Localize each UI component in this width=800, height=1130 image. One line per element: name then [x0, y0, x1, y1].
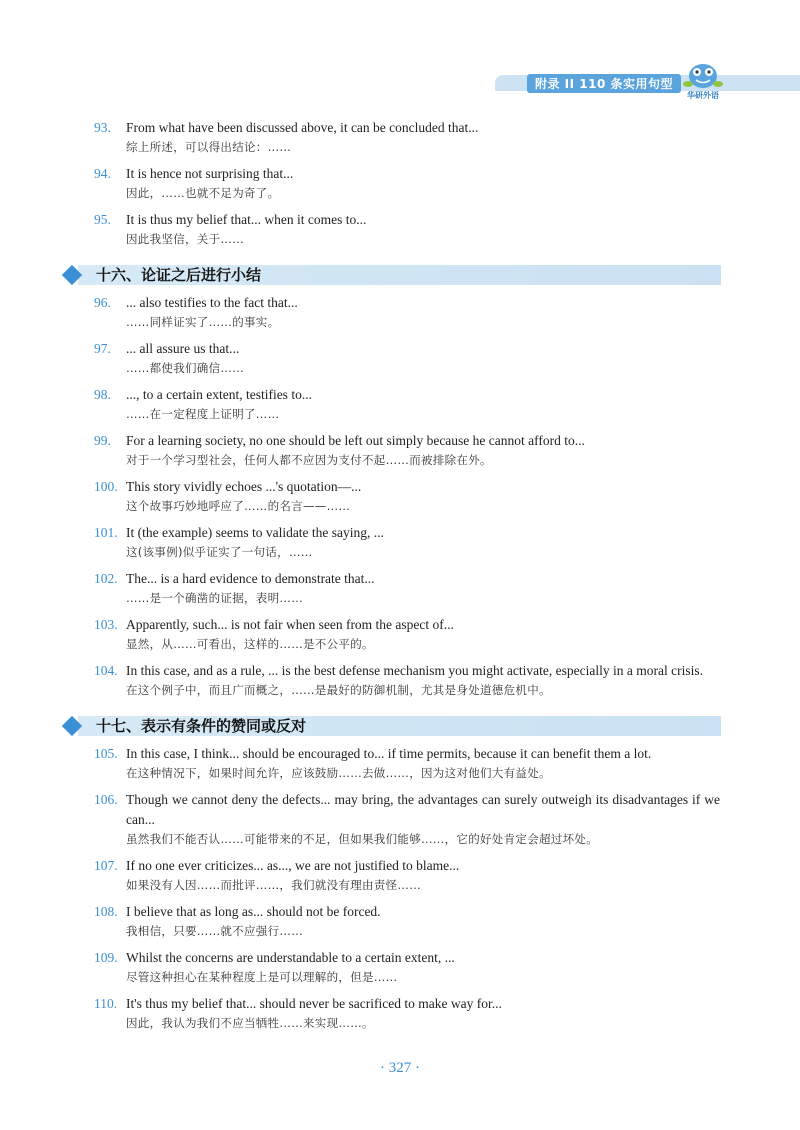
list-item: [0, 385, 800, 424]
item-number: 106.: [94, 792, 118, 807]
list-item: [0, 569, 800, 608]
english-sentence: If no one ever criticizes... as..., we are not justified to blame...: [126, 858, 460, 873]
item-number: 108.: [94, 904, 118, 919]
chinese-translation: 因此我坚信，关于……: [126, 232, 244, 246]
english-sentence: This story vividly echoes ...'s quotation—...: [126, 479, 362, 494]
item-number: 103.: [94, 617, 118, 632]
english-sentence: In this case, and as a rule, ... is the best defense mechanism you might activate, especially in a moral crisis.: [126, 663, 703, 678]
item-number: 109.: [94, 950, 118, 965]
chinese-translation: 这(该事例)似乎证实了一句话，……: [126, 545, 313, 559]
item-number: 105.: [94, 746, 118, 761]
chinese-translation: 在这个例子中，而且广而概之，……是最好的防御机制，尤其是身处道德危机中。: [126, 683, 551, 697]
english-sentence: The... is a hard evidence to demonstrate that...: [126, 571, 375, 586]
item-number: 98.: [94, 387, 111, 402]
list-item: [0, 339, 800, 378]
group-2: [0, 744, 800, 1033]
english-sentence: It (the example) seems to validate the saying, ...: [126, 525, 384, 540]
section-heading: [0, 714, 800, 738]
list-item: [0, 902, 800, 941]
chinese-translation: 对于一个学习型社会，任何人都不应因为支付不起……而被排除在外。: [126, 453, 492, 467]
chinese-translation: ……在一定程度上证明了……: [126, 407, 280, 421]
english-sentence: Though we cannot deny the defects... may bring, the advantages can surely outweigh its disadvantages if we can...: [126, 792, 720, 827]
english-sentence: In this case, I think... should be encouraged to... if time permits, because it can benefit them a lot.: [126, 746, 652, 761]
list-item: [0, 118, 800, 157]
chinese-translation: ……同样证实了……的事实。: [126, 315, 280, 329]
list-item: [0, 856, 800, 895]
section-title: 十七、表示有条件的赞同或反对: [96, 717, 307, 735]
section-heading: [0, 263, 800, 287]
item-number: 102.: [94, 571, 118, 586]
english-sentence: Whilst the concerns are understandable to a certain extent, ...: [126, 950, 455, 965]
list-item: [0, 790, 800, 849]
item-number: 110.: [94, 996, 118, 1011]
english-sentence: ... all assure us that...: [126, 341, 240, 356]
group-0: [0, 118, 800, 249]
item-number: 104.: [94, 663, 118, 678]
publisher-logo-text: 华研外语: [687, 91, 719, 100]
english-sentence: Apparently, such... is not fair when seen from the aspect of...: [126, 617, 454, 632]
chinese-translation: ……是一个确凿的证据，表明……: [126, 591, 303, 605]
english-sentence: From what have been discussed above, it can be concluded that...: [126, 120, 479, 135]
chinese-translation: ……都使我们确信……: [126, 361, 244, 375]
chinese-translation: 显然，从……可看出，这样的……是不公平的。: [126, 637, 374, 651]
list-item: [0, 615, 800, 654]
item-number: 97.: [94, 341, 111, 356]
list-item: [0, 210, 800, 249]
running-header-title: 附录 II 110 条实用句型: [527, 74, 681, 93]
list-item: [0, 293, 800, 332]
item-number: 96.: [94, 295, 111, 310]
item-number: 101.: [94, 525, 118, 540]
list-item: [0, 431, 800, 470]
english-sentence: It is hence not surprising that...: [126, 166, 294, 181]
page-number: · 327 ·: [380, 1060, 420, 1076]
chinese-translation: 尽管这种担心在某种程度上是可以理解的，但是……: [126, 970, 398, 984]
english-sentence: I believe that as long as... should not be forced.: [126, 904, 381, 919]
english-sentence: ... also testifies to the fact that...: [126, 295, 298, 310]
item-number: 100.: [94, 479, 118, 494]
chinese-translation: 在这种情况下，如果时间允许，应该鼓励……去做……，因为这对他们大有益处。: [126, 766, 551, 780]
item-number: 95.: [94, 212, 111, 227]
chinese-translation: 综上所述，可以得出结论：……: [126, 140, 292, 154]
section-title: 十六、论证之后进行小结: [96, 266, 262, 284]
english-sentence: It is thus my belief that... when it comes to...: [126, 212, 367, 227]
list-item: [0, 744, 800, 783]
item-number: 107.: [94, 858, 118, 873]
english-sentence: ..., to a certain extent, testifies to...: [126, 387, 312, 402]
list-item: [0, 948, 800, 987]
item-number: 93.: [94, 120, 111, 135]
chinese-translation: 因此，……也就不足为奇了。: [126, 186, 280, 200]
chinese-translation: 虽然我们不能否认……可能带来的不足，但如果我们能够……，它的好处肯定会超过坏处。: [126, 832, 598, 846]
list-item: [0, 523, 800, 562]
list-item: [0, 661, 800, 700]
list-item: [0, 994, 800, 1033]
chinese-translation: 因此，我认为我们不应当牺牲……来实现……。: [126, 1016, 374, 1030]
list-item: [0, 477, 800, 516]
english-sentence: For a learning society, no one should be left out simply because he cannot afford to...: [126, 433, 585, 448]
english-sentence: It's thus my belief that... should never be sacrificed to make way for...: [126, 996, 502, 1011]
chinese-translation: 如果没有人因……而批评……，我们就没有理由责怪……: [126, 878, 421, 892]
chinese-translation: 我相信，只要……就不应强行……: [126, 924, 303, 938]
chinese-translation: 这个故事巧妙地呼应了……的名言——……: [126, 499, 351, 513]
sentence-list: [0, 118, 800, 1040]
group-1: [0, 293, 800, 700]
item-number: 99.: [94, 433, 111, 448]
list-item: [0, 164, 800, 203]
item-number: 94.: [94, 166, 111, 181]
